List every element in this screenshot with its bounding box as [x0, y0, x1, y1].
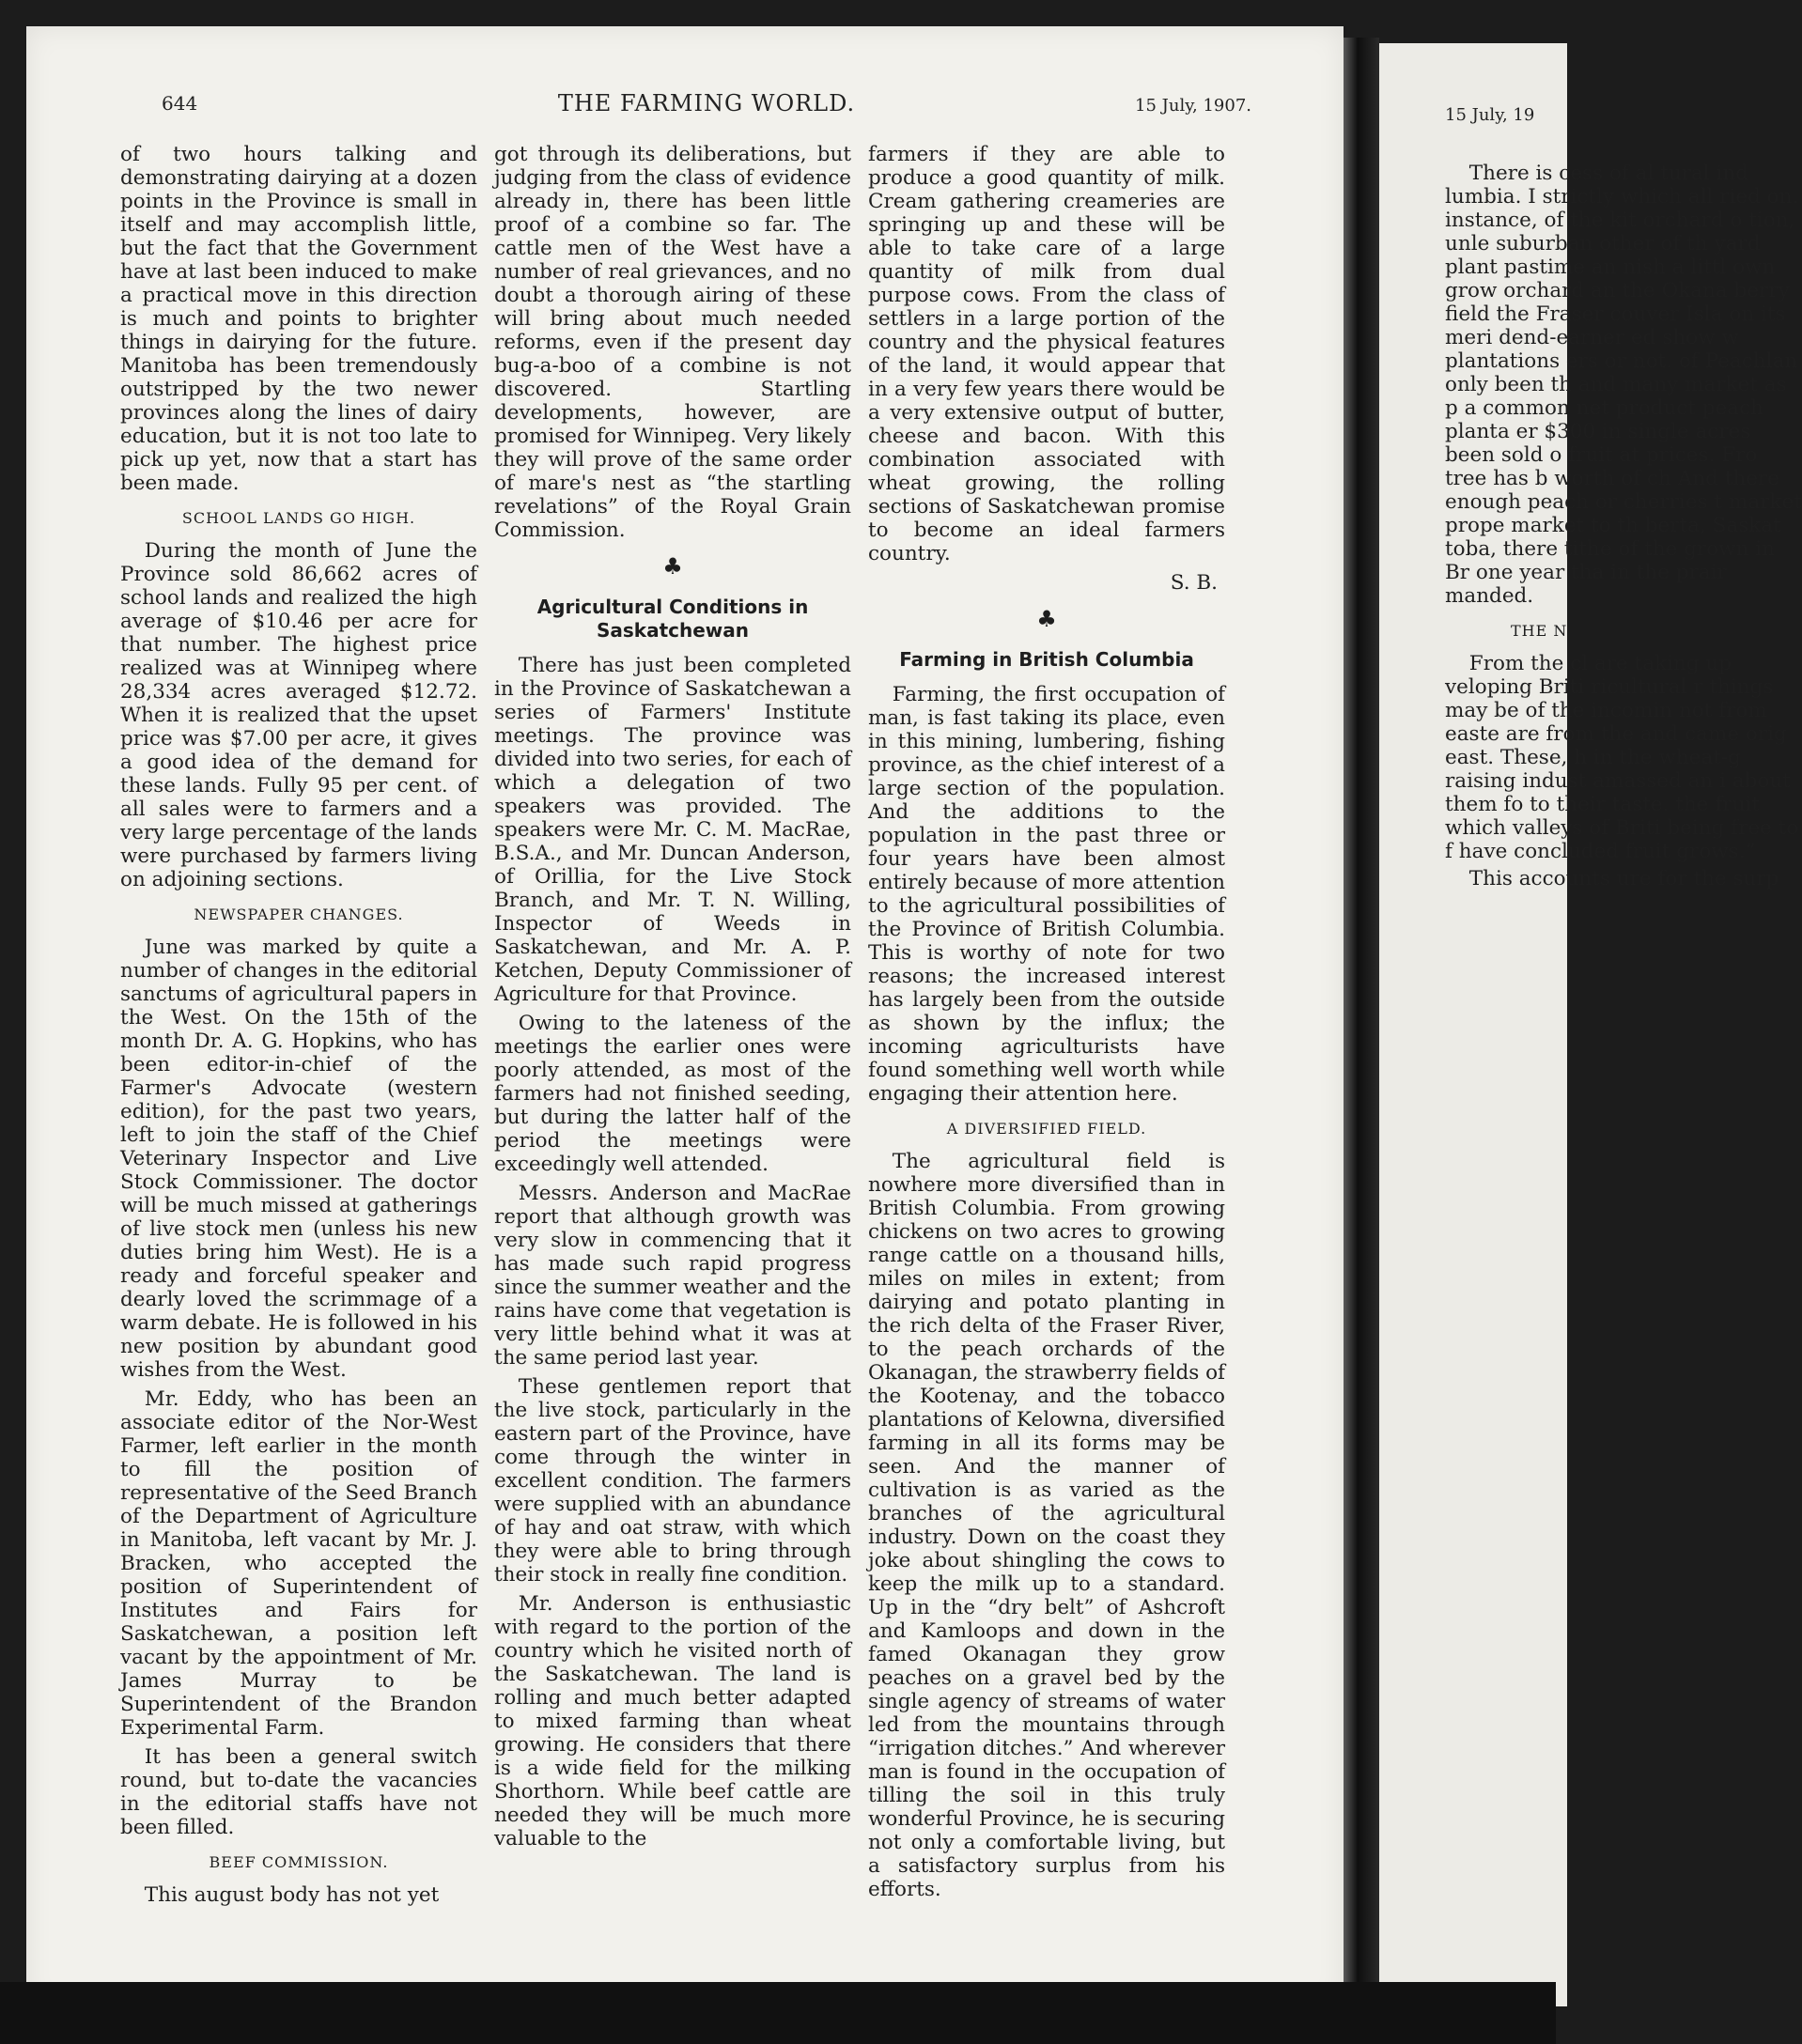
page-number: 644 [162, 92, 198, 115]
subheading-school-lands: SCHOOL LANDS GO HIGH. [181, 509, 416, 527]
page-header [162, 92, 1251, 126]
facing-page-paragraph: There is cess of al tural ind lumbia. I strictly which all ried on. instance, of the kit orchard o tion, unle suburban other of th yard plant pastime an nish a littl own grow orchard an the Okana berry field the Fraser couver Isla on its meri dend-earner ed show w plantations ers or not. of Peachlan only been th and many market as p a common net product peach planta er $300 in single acres been sold o fruit at prices. Fro tree has b worth of ch And there enough peach or cherries t market prope market to th berta, Saskat toba, there tithe of the grown in Br one year tha in the prair manded. [1445, 162, 1802, 608]
paragraph: Mr. Eddy, who has been an associate editor of the Nor-West Farmer, left earlier in the month to fill the position of representative of the Seed Branch of the Department of Agriculture in Manitoba, left vacant by Mr. J. Bracken, who accepted the position of Superintendent of Institutes and Fairs for Saskatchewan, a position left vacant by the appointment of Mr. James Murray to be Superintendent of the Brandon Experimental Farm. [120, 1387, 477, 1740]
subheading-diversified-field: A DIVERSIFIED FIELD. [946, 1120, 1147, 1138]
paragraph: Mr. Anderson is enthusiastic with regard to the portion of the country which he visited north of the Saskatchewan. The land is rolling and much better adapted to mixed farming than wheat growing. He considers that there is a wide field for the milking Shorthorn. While beef cattle are needed they will be much more valuable to the [494, 1592, 851, 1850]
paragraph: Messrs. Anderson and MacRae report that although growth was very slow in commencing that it has made such rapid progress since the summer weather and the rains have come that vegetation is very little behind what it was at the same period last year. [494, 1182, 851, 1370]
facing-page-edge [1379, 43, 1802, 2006]
subheading-newspaper-changes: NEWSPAPER CHANGES. [194, 906, 404, 923]
facing-page-paragraph: This accounts ure for the surp [1468, 867, 1779, 890]
paragraph: During the month of June the Province sold 86,662 acres of school lands and realized the high average of $10.46 per acre for that number. The highest price realized was at Winnipeg where 28,334 acres averaged $12.72. When it is realized that the upset price was $7.00 per acre, it gives a good idea of the demand for these lands. Fully 95 per cent. of all sales were to farmers and a very large percentage of the lands were purchased by farmers living on adjoining sections. [120, 539, 477, 891]
book-gutter [1344, 38, 1379, 2010]
facing-page-paragraph: From the cl are taking up veloping Briti ricultural r things may be of the incomin not from easte are from the and came orig east. These, h in the wheat-g raising indust amassed an i about them fo to their taste. the fruit which valleys of Briti being free to f have concluded fruit grows.” [1445, 652, 1799, 863]
article-headline-british-columbia: Farming in British Columbia [899, 648, 1194, 671]
paragraph: It has been a general switch round, but to-date the vacancies in the editorial staffs have not been filled. [120, 1745, 477, 1839]
column-1 [120, 143, 477, 1912]
author-signature: S. B. [1170, 571, 1218, 595]
paragraph: of two hours talking and demonstrating dairying at a dozen points in the Province is small in itself and may accomplish little, but the fact that the Government have at last been induced to make a practical move in this direction is much and points to brighter things in dairying for the future. Manitoba has been tremendously outstripped by the two newer provinces along the lines of dairy education, but it is not too late to pick up yet, now that a start has been made. [120, 143, 477, 495]
section-ornament-icon: ♣ [662, 553, 683, 580]
paragraph: June was marked by quite a number of changes in the editorial sanctums of agricultural papers in the West. On the 15th of the month Dr. A. G. Hopkins, who has been editor-in-chief of the Farmer's Advocate (western edition), for the past two years, left to join the staff of the Chief Veterinary Inspector and Live Stock Commissioner. The doctor will be much missed at gatherings of live stock men (unless his new duties bring him West). He is a ready and forceful speaker and dearly loved the scrimmage of a warm debate. He is followed in his new position by abundant good wishes from the West. [120, 936, 477, 1382]
paragraph: There has just been completed in the Province of Saskatchewan a series of Farmers' Institute meetings. The province was divided into two series, for each of which a delegation of two speakers was provided. The speakers were Mr. C. M. MacRae, B.S.A., and Mr. Duncan Anderson, of Orillia, for the Live Stock Branch, and Mr. T. N. Willing, Inspector of Weeds in Saskatchewan, and Mr. A. P. Ketchen, Deputy Commissioner of Agriculture for that Province. [494, 654, 851, 1006]
column-2 [494, 143, 851, 1856]
facing-page-subheading: THE N [1511, 622, 1568, 640]
paragraph: The agricultural field is nowhere more diversified than in British Columbia. From growing chickens on two acres to growing range cattle on a thousand hills, miles on miles in extent; from dairying and potato planting in the rich delta of the Fraser River, to the peach orchards of the Okanagan, the strawberry fields of the Kootenay, and the tobacco plantations of Kelowna, diversified farming in all its forms may be seen. And the manner of cultivation is as varied as the branches of the agricultural industry. Down on the coast they joke about shingling the cows to keep the milk up to a standard. Up in the “dry belt” of Ashcroft and Kamloops and down in the famed Okanagan they grow peaches on a gravel bed by the single agency of streams of water led from the mountains through “irrigation ditches.” And wherever man is found in the occupation of tilling the soil in this truly wonderful Province, he is securing not only a comfortable living, but a satisfactory surplus from his efforts. [868, 1150, 1225, 1901]
column-3 [868, 143, 1225, 1907]
facing-page-column [1445, 162, 1802, 894]
paragraph: Farming, the first occupation of man, is fast taking its place, even in this mining, lumbering, fishing province, as the chief interest of a large section of the population. And the additions to the population in the past three or four years have been almost entirely because of more attention to the agricultural possibilities of the Province of British Columbia. This is worthy of note for two reasons; the increased interest has largely been from the outside as shown by the influx; the incoming agriculturists have found something well worth while engaging their attention here. [868, 683, 1225, 1106]
paragraph: got through its deliberations, but judging from the class of evidence already in, there has been little proof of a combine so far. The cattle men of the West have a number of real grievances, and no doubt a thorough airing of these will bring about much needed reforms, even if the present day bug-a-boo of a combine is not discovered. Startling developments, however, are promised for Winnipeg. Very likely they will prove of the same order of mare's nest as “the startling revelations” of the Royal Grain Commission. [494, 143, 851, 542]
scan-bottom-edge [0, 1982, 1556, 2044]
paragraph: This august body has not yet [144, 1883, 440, 1907]
article-headline-saskatchewan: Agricultural Conditions in Saskatchewan [536, 596, 809, 642]
paragraph: farmers if they are able to produce a good quantity of milk. Cream gathering creameries are springing up and these will be able to take care of a large quantity of milk from dual purpose cows. From the class of settlers in a large portion of the country and the physical features of the land, it would appear that in a very few years there would be a very extensive output of butter, cheese and bacon. With this combination associated with wheat growing, the rolling sections of Saskatchewan promise to become an ideal farmers country. [868, 143, 1225, 565]
section-ornament-icon: ♣ [1036, 606, 1057, 632]
paragraph: Owing to the lateness of the meetings the earlier ones were poorly attended, as most of the farmers had not finished seeding, but during the latter half of the period the meetings were exceedingly well attended. [494, 1012, 851, 1176]
facing-page-header: 15 July, 19 [1445, 105, 1535, 125]
issue-date: 15 July, 1907. [1135, 96, 1251, 116]
subheading-beef-commission: BEEF COMMISSION. [209, 1853, 389, 1871]
journal-title: THE FARMING WORLD. [557, 90, 856, 116]
paragraph: These gentlemen report that the live stock, particularly in the eastern part of the Province, have come through the winter in excellent condition. The farmers were supplied with an abundance of hay and oat straw, with which they were able to bring through their stock in really fine condition. [494, 1375, 851, 1587]
